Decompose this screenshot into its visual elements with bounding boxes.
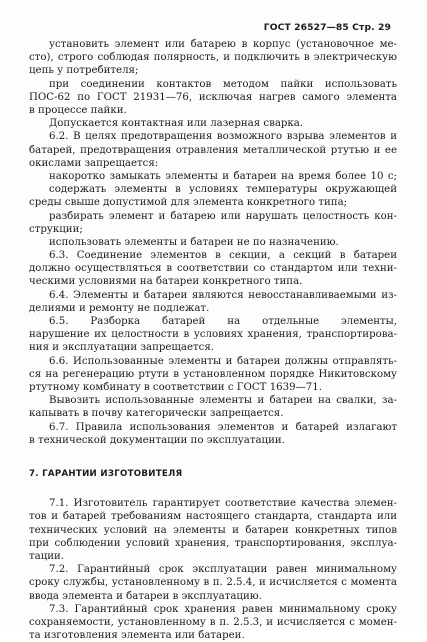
text-line: ся на регенерацию ртути в установленном порядке Никитовскому: [29, 368, 397, 380]
text-line: установить элемент или батарею в корпус (установочное ме-: [49, 39, 397, 50]
text-line: ввода элемента и батареи в эксплуатацию.: [29, 590, 262, 602]
text-line: батарей, предотвращения отравления металлической ртутью и ее: [29, 144, 397, 156]
text-line: делиями и ремонту не подлежат.: [29, 302, 210, 314]
text-line: окислами запрещается:: [29, 157, 159, 169]
text-line: при соединении контактов методом пайки использовать: [49, 78, 397, 90]
text-line: 7.3. Гарантийный срок хранения равен минимальному сроку: [49, 603, 397, 615]
page-header: ГОСТ 26527—85 Стр. 29: [263, 22, 391, 33]
text-line: 7.1. Изготовитель гарантирует соответствие качества элемен-: [49, 498, 397, 510]
text-line: струкции;: [29, 223, 83, 235]
text-line: 6.3. Соединение элементов в секции, а секций в батареи: [49, 250, 397, 262]
document-body: [29, 38, 397, 642]
text-line: 6.4. Элементы и батареи являются невосстанавливаемыми из-: [49, 289, 397, 301]
text-line: в технической документации по эксплуатации.: [29, 434, 285, 446]
section-6-text: [29, 38, 397, 447]
text-line: использовать элементы и батареи не по назначению.: [49, 236, 339, 248]
text-line: ческими условиями на батареи конкретного типа.: [29, 276, 303, 288]
text-line: ртутному комбинату в соответствии с ГОСТ 1639—71.: [29, 382, 323, 394]
text-line: ПОС-62 по ГОСТ 21931—76, исключая нагрев самого элемента: [29, 91, 397, 103]
text-line: Вывозить использованные элементы и батареи на свалки, за-: [49, 395, 397, 407]
text-line: разбирать элемент и батарею или нарушать целостность кон-: [49, 210, 397, 222]
text-line: 7.2. Гарантийный срок эксплуатации равен минимальному: [49, 564, 397, 576]
text-line: сроку службы, установленному в п. 2.5.4, и исчисляется с момента: [29, 577, 397, 589]
section-7-heading: 7. ГАРАНТИИ ИЗГОТОВИТЕЛЯ: [29, 469, 183, 480]
text-line: тов и батарей требованиям настоящего стандарта, стандарта или: [29, 511, 397, 523]
text-line: 6.5. Разборка батарей на отдельные элементы,: [49, 316, 397, 328]
text-line: должно осуществляться в соответствии со стандартом или техни-: [29, 263, 397, 275]
text-line: тации.: [29, 550, 65, 562]
text-line: в процессе пайки.: [29, 104, 127, 116]
text-line: сто), строго соблюдая полярность, и подключить в электрическую: [29, 52, 397, 64]
text-line: 6.2. В целях предотвращения возможного взрыва элементов и: [49, 131, 397, 143]
text-line: сохраняемости, установленному в п. 2.5.3, и исчисляется с момен-: [29, 616, 397, 628]
text-line: среды свыше допустимой для элемента конкретного типа;: [29, 197, 348, 209]
text-line: капывать в почву категорически запрещается.: [29, 408, 284, 420]
text-line: при соблюдении условий хранения, транспортирования, эксплуа-: [29, 537, 397, 549]
text-line: нарушение их целостности в условиях хранения, транспортирова-: [29, 329, 397, 341]
text-line: 6.6. Использованные элементы и батареи должны отправлять-: [49, 355, 397, 367]
text-line: технических условий на элементы и батареи конкретных типов: [29, 524, 397, 536]
text-line: цепь у потребителя;: [29, 65, 139, 77]
text-line: та изготовления элемента или батареи.: [29, 630, 245, 642]
text-line: ния и эксплуатации запрещается.: [29, 342, 215, 354]
text-line: Допускается контактная или лазерная сварка.: [49, 118, 304, 130]
text-line: накоротко замыкать элементы и батареи на время более 10 с;: [49, 170, 397, 182]
text-line: содержать элементы в условиях температуры окружающей: [49, 184, 397, 196]
text-line: 6.7. Правила использования элементов и батарей излагают: [49, 421, 397, 433]
section-7-text: [29, 497, 397, 642]
